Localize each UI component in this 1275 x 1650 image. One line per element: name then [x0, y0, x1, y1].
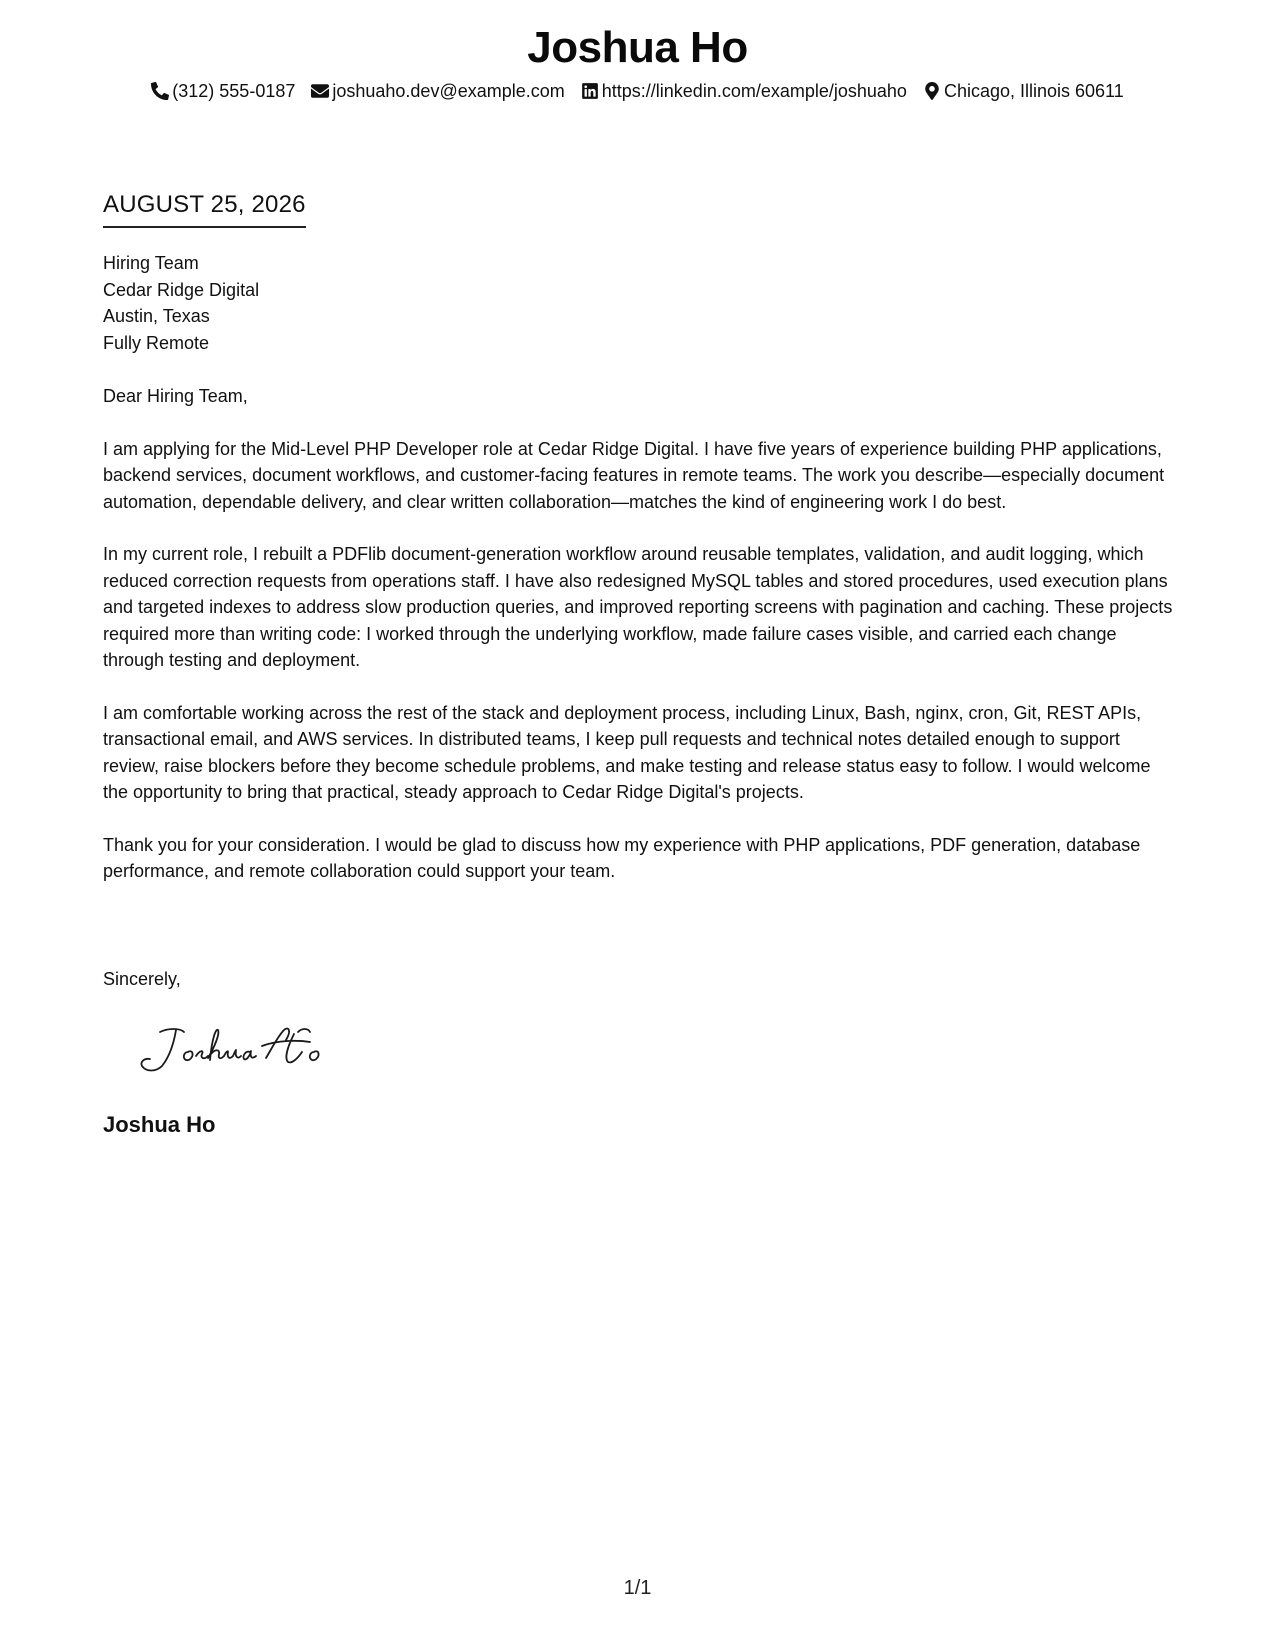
recipient-company: Cedar Ridge Digital: [103, 279, 260, 300]
recipient-line: Hiring Team: [103, 253, 199, 273]
page-number: 1/1: [623, 1577, 652, 1599]
letter-date: AUGUST 25, 2026: [103, 188, 306, 228]
contact-location-text: Chicago, Illinois 60611: [943, 81, 1124, 101]
paragraph-closing: Thank you for your consideration. I would be glad to discuss how my experience with PHP applications, PDF generation, database performance, and remote collaboration could support your team.: [103, 834, 1141, 881]
contact-linkedin: [581, 78, 907, 104]
map-marker-icon: [923, 82, 941, 100]
contact-email: [311, 78, 564, 104]
paragraph-experience: In my current role, I rebuilt a PDFlib document-generation workflow around reusable templates, validation, and audit logging, which reduced correction requests from operations staff. I have also redesigned MySQL tables and stored procedures, used execution plans and targeted indexes to address slow production queries, and improved reporting screens with pagination and caching. These projects required more than writing code: I worked through the underlying workflow, made failure cases visible, and carried each change through testing and deployment.: [103, 544, 1173, 670]
applicant-name: Joshua Ho: [527, 23, 748, 72]
linkedin-icon: [581, 82, 599, 100]
closing-text: Sincerely,: [103, 969, 181, 989]
date-block: [103, 188, 306, 228]
letter-body: [103, 383, 1178, 911]
contact-phone-text: (312) 555-0187: [172, 81, 296, 101]
contact-bar: [0, 78, 1275, 104]
signer-name: Joshua Ho: [103, 1112, 216, 1137]
paragraph-intro: I am applying for the Mid-Level PHP Developer role at Cedar Ridge Digital. I have five years of experience building PHP applications, backend services, document workflows, and customer-facing features in remote teams. The work you describe—especially document automation, dependable delivery, and clear written collaboration—matches the kind of engineering work I do best.: [103, 438, 1165, 512]
phone-icon: [151, 82, 169, 100]
contact-linkedin-text: https://linkedin.com/example/joshuaho: [601, 81, 907, 101]
recipient-work-mode: Fully Remote: [103, 332, 210, 353]
recipient-location: Austin, Texas: [103, 306, 210, 326]
handwritten-signature: [138, 1018, 338, 1078]
contact-email-text: joshuaho.dev@example.com: [332, 81, 565, 101]
salutation: Dear Hiring Team,: [103, 386, 248, 406]
envelope-icon: [311, 82, 329, 100]
recipient-block: [103, 250, 259, 356]
contact-location: [923, 78, 1124, 104]
paragraph-skills: I am comfortable working across the rest of the stack and deployment process, including Linux, Bash, nginx, cron, Git, REST APIs, transactional email, and AWS services. In distributed teams, I keep pull requests and technical notes detailed enough to support review, raise blockers before they become schedule problems, and make testing and release status easy to follow. I would welcome the opportunity to bring that practical, steady approach to Cedar Ridge Digital's projects.: [103, 702, 1151, 802]
contact-phone: [151, 78, 295, 104]
